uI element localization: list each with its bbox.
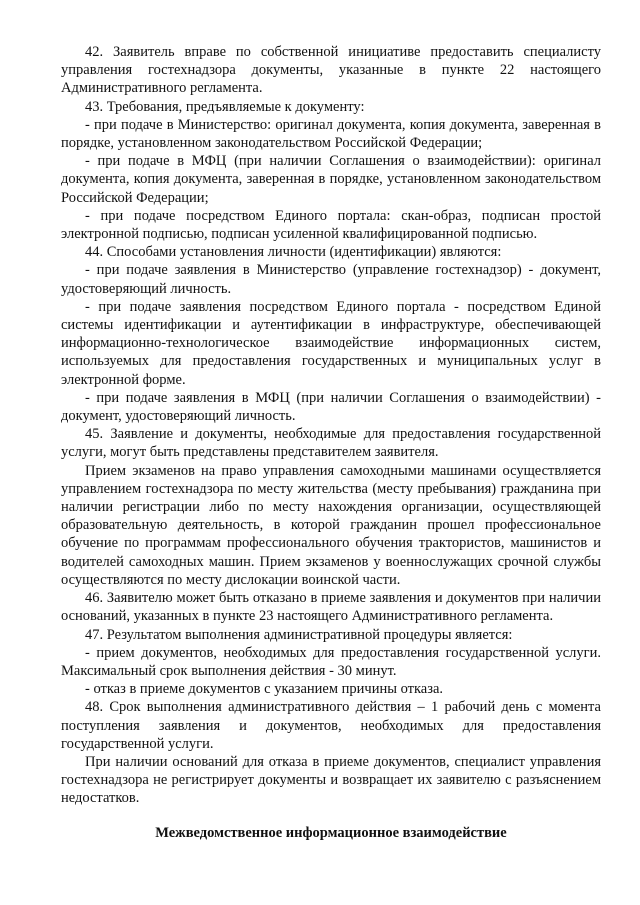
- paragraph-48: 48. Срок выполнения административного действия – 1 рабочий день с момента поступления заявления и документов, необходимых для предоставления государственной услуги.: [61, 699, 601, 752]
- list-item-portal-identification: - при подаче заявления посредством Единого портала - посредством Единой системы идентификации и аутентификации в инфраструктуре, обеспечивающей информационно-технологическое взаимодействие информационных систем, используемых для предоставления государственных и муниципальных услуг в электронной форме.: [61, 298, 601, 388]
- paragraph-47: 47. Результатом выполнения административной процедуры является:: [85, 626, 513, 643]
- list-item-acceptance-result: - прием документов, необходимых для предоставления государственной услуги. Максимальный срок выполнения действия - 30 минут.: [61, 644, 601, 679]
- list-item-mfc-identification: - при подаче заявления в МФЦ (при наличии Соглашения о взаимодействии) - документ, удостоверяющий личность.: [61, 389, 601, 425]
- list-item-mfc-requirements: - при подаче в МФЦ (при наличии Соглашения о взаимодействии): оригинал документа, копия документа, заверенная в порядке, установленном законодательством Российской Федерации;: [61, 153, 601, 206]
- paragraph-42: 42. Заявитель вправе по собственной инициативе предоставить специалисту управления гостехнадзора документы, указанные в пункте 22 настоящего Административного регламента.: [61, 44, 601, 97]
- paragraph-45: 45. Заявление и документы, необходимые для предоставления государственной услуги, могут быть представлены представителем заявителя.: [61, 426, 601, 461]
- list-item-portal-requirements: - при подаче посредством Единого портала: скан-образ, подписан простой электронной подписью, подписан усиленной квалифицированной подписью.: [61, 207, 601, 243]
- list-item-ministry-requirements: - при подаче в Министерство: оригинал документа, копия документа, заверенная в порядке, установленном законодательством Российской Федерации;: [61, 116, 601, 152]
- paragraph-44: 44. Способами установления личности (идентификации) являются:: [85, 244, 502, 261]
- paragraph-46: 46. Заявителю может быть отказано в приеме заявления и документов при наличии оснований, указанных в пункте 23 настоящего Административного регламента.: [61, 590, 601, 625]
- paragraph-43: 43. Требования, предъявляемые к документу:: [85, 98, 365, 115]
- list-item-ministry-identification: - при подаче заявления в Министерство (управление гостехнадзор) - документ, удостоверяющий личность.: [61, 262, 601, 297]
- document-page: [61, 43, 601, 842]
- paragraph-refusal-grounds: При наличии оснований для отказа в приеме документов, специалист управления гостехнадзора не регистрирует документы и возвращает их заявителю с разъяснением недостатков.: [61, 753, 601, 807]
- section-heading: Межведомственное информационное взаимодействие: [155, 824, 507, 841]
- paragraph-exam-acceptance: Прием экзаменов на право управления самоходными машинами осуществляется управлением гостехнадзора по месту жительства (месту пребывания) гражданина при наличии регистрации либо по месту нахождения организации, осуществляющей образовательную деятельность, в которой гражданин прошел профессиональное обучение по программам профессионального обучения трактористов, машинистов и водителей самоходных машин. Прием экзаменов у военнослужащих срочной службы осуществляются по месту дислокации воинской части.: [61, 462, 601, 588]
- list-item-refusal-result: - отказ в приеме документов с указанием причины отказа.: [85, 681, 444, 698]
